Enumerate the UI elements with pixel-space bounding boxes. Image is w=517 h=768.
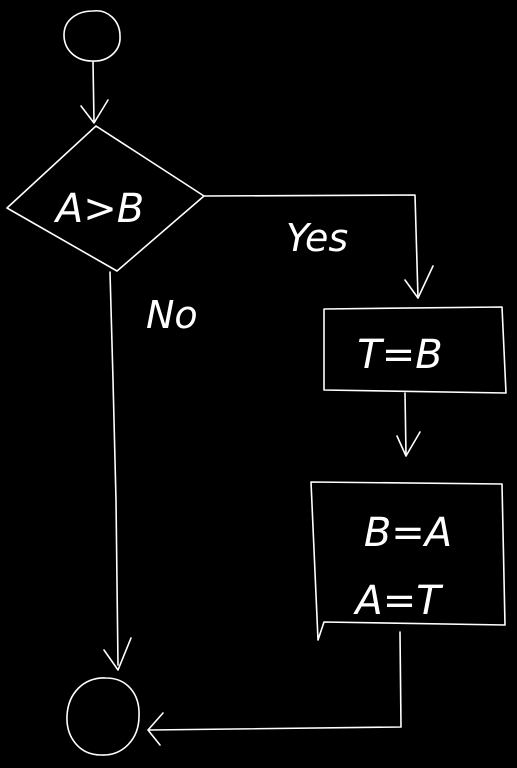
no-label: No [146, 293, 198, 337]
end-node [67, 678, 139, 755]
edge-swap-to-end [149, 632, 401, 730]
arrowhead-swap-to-end [148, 713, 163, 745]
start-node [64, 11, 120, 61]
swap-line-2: A=T [355, 578, 441, 624]
arrowhead-assign-to-swap [397, 432, 420, 456]
yes-label: Yes [286, 216, 349, 260]
decision-label: A>B [55, 186, 145, 232]
edge-assign-to-swap [405, 393, 406, 455]
edge-start-to-decision [93, 62, 94, 122]
arrowhead-yes [405, 266, 433, 298]
swap-line-1: B=A [363, 510, 453, 556]
assign-t-label: T=B [357, 332, 443, 378]
edge-no [110, 272, 118, 665]
